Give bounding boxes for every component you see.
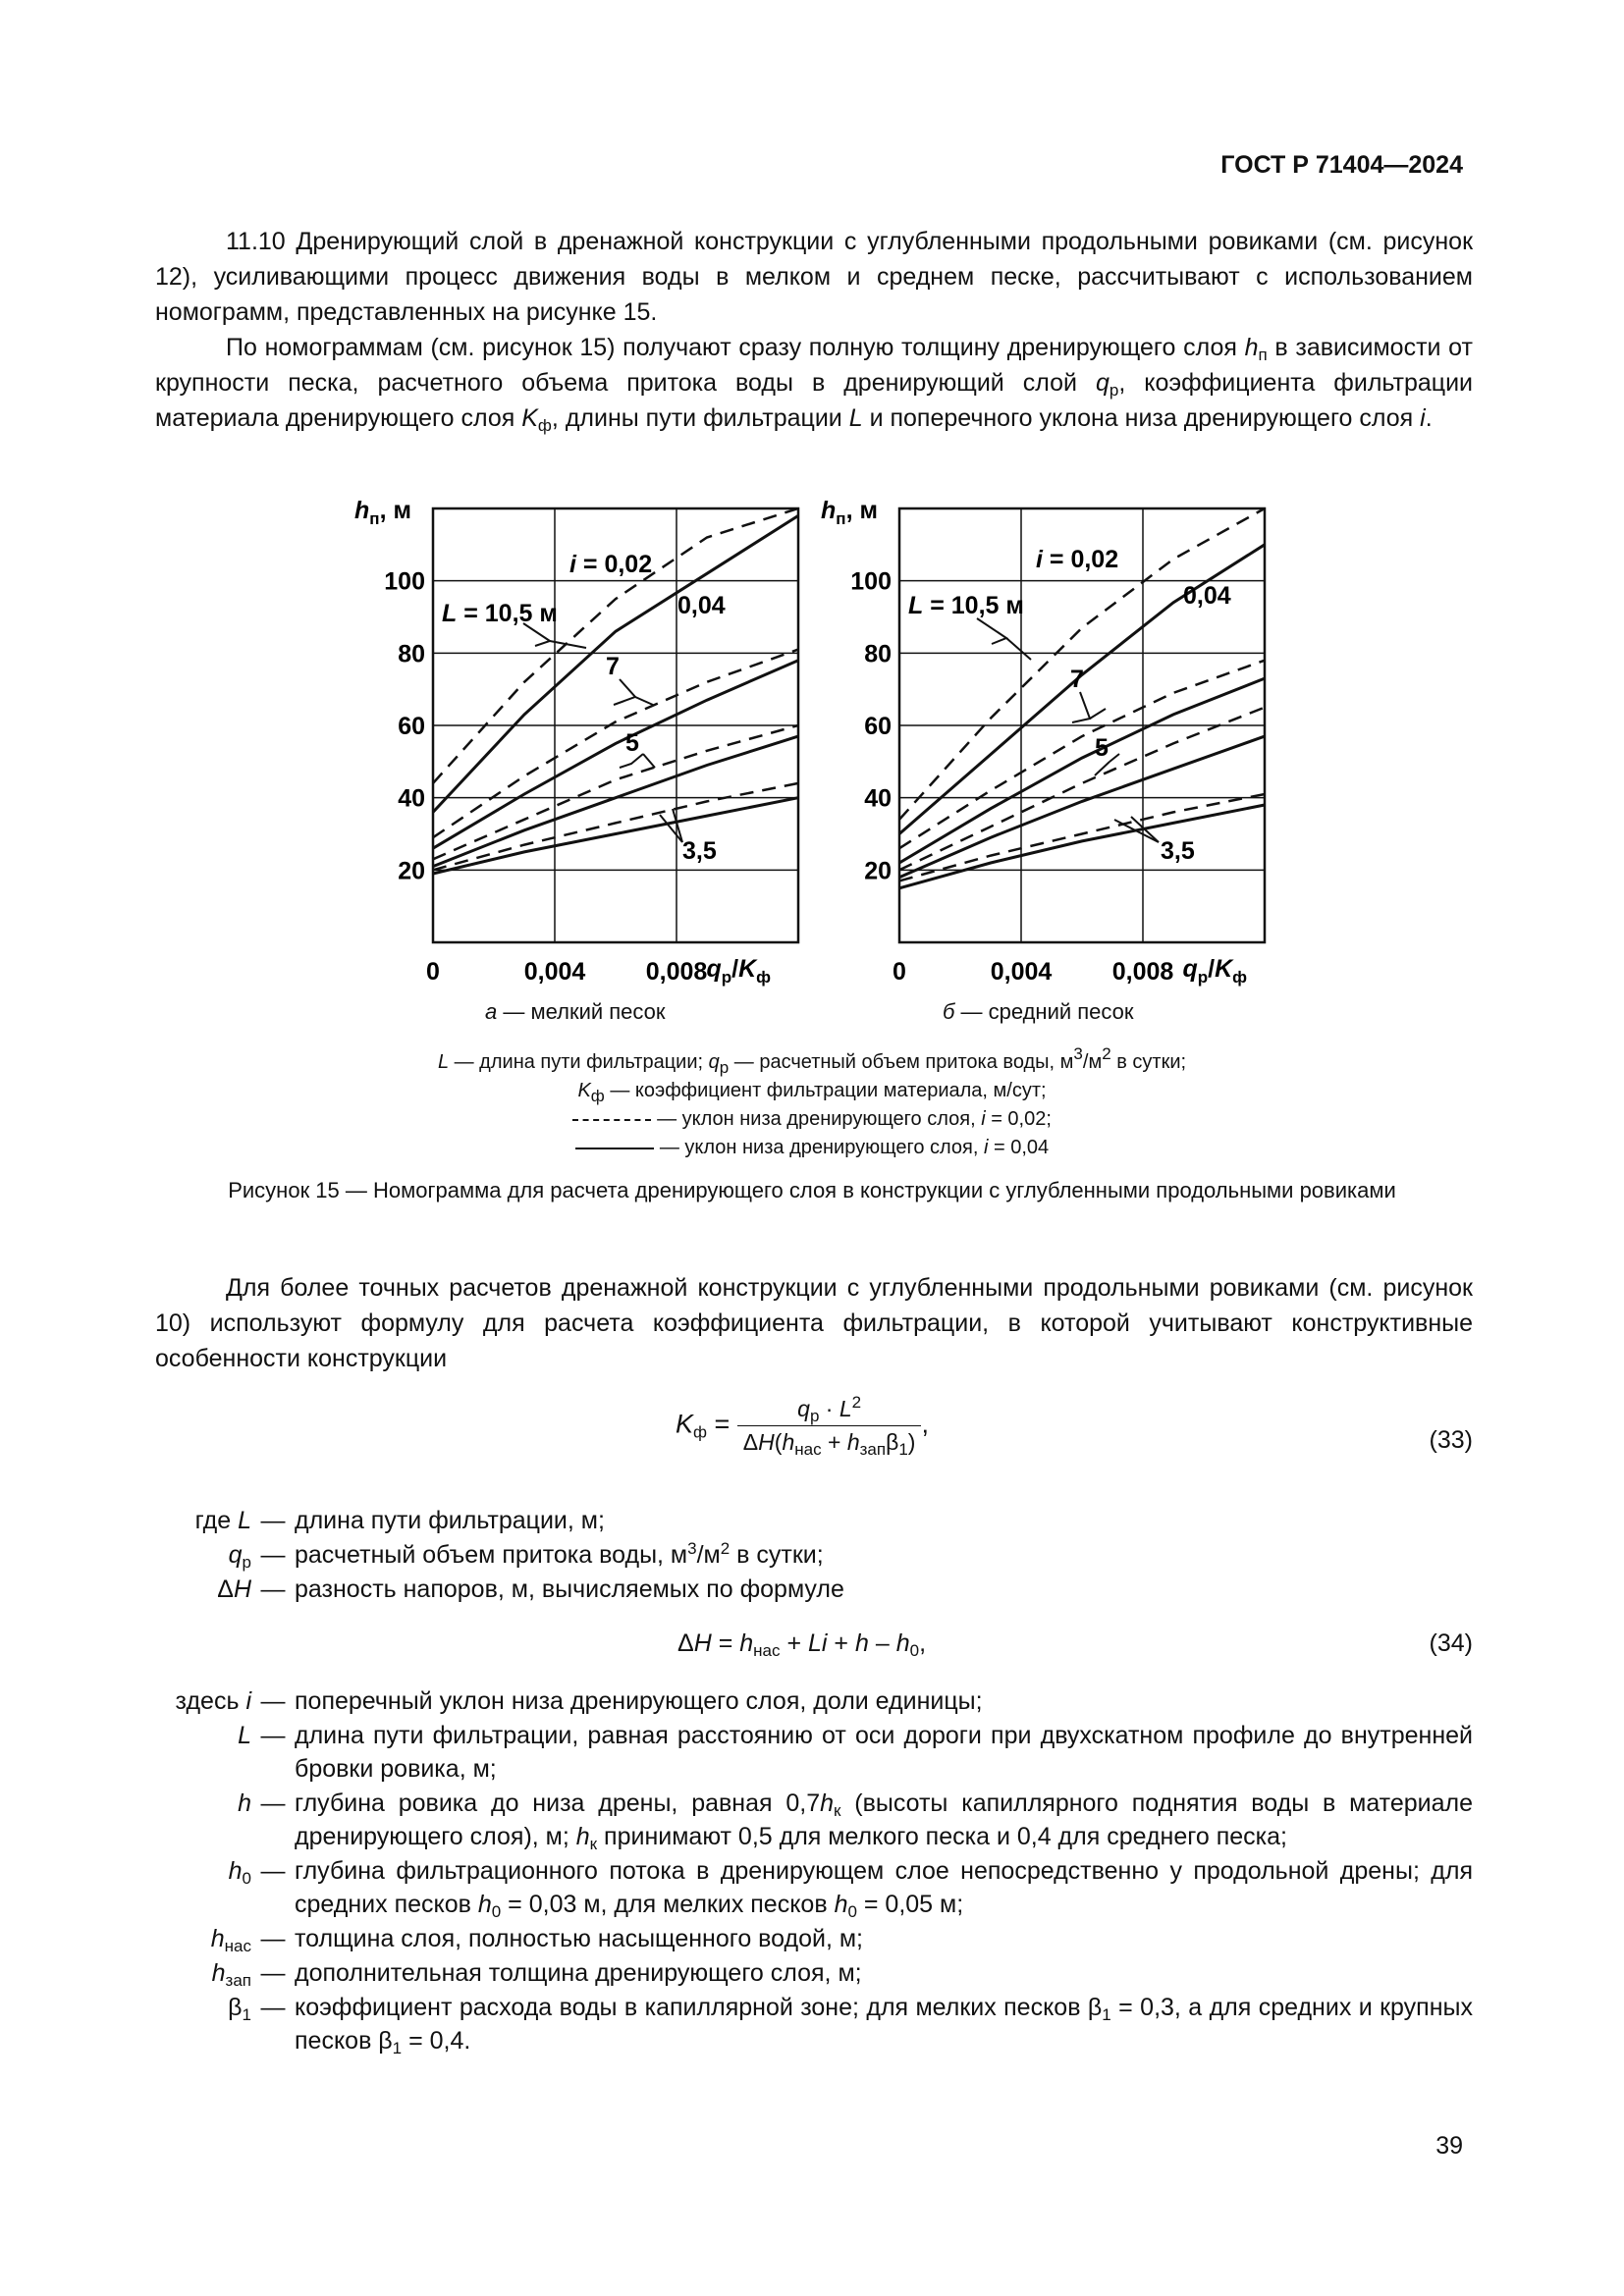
annotation-L-5: 5 — [1095, 734, 1109, 762]
dashed-line-sample — [572, 1119, 651, 1121]
y-tick-label: 20 — [398, 857, 425, 885]
definitions-block-1 — [155, 1504, 1473, 1607]
y-tick-label: 60 — [864, 713, 892, 740]
x-tick-label: 0 — [426, 958, 440, 986]
legend-line-1: L — длина пути фильтрации; $q_р$ — расчетный объем притока воды, $м^3/м^2$ в сутки; — [437, 1044, 1187, 1077]
annotation-L-3-5: 3,5 — [1161, 837, 1195, 865]
legend-line-4: — уклон низа дренирующего слоя, i = 0,04 — [0, 1134, 1624, 1162]
y-tick-label: 80 — [398, 640, 425, 668]
paragraph-nomogram: По номограммам (см. рисунок 15) получают сразу полную толщину дренирующего слоя $h_п$ в зависимости от крупности песка, расчетного объема притока воды в дренирующий слой $q_р$, коэффициента фильтрации материала дренирующего слоя $K_ф$, длины пути фильтрации L и поперечного уклона низа дренирующего слоя i. — [155, 334, 1474, 435]
y-tick-label: 60 — [398, 713, 425, 740]
def-hzap: $h_{зап}$ — дополнительная толщина дренирующего слоя, м; — [211, 1959, 862, 1990]
annotation-L-3-5: 3,5 — [682, 837, 717, 865]
annotation-i-004: 0,04 — [677, 592, 726, 619]
annotation-pointers — [977, 618, 1159, 842]
curve-L-3-5-solid — [899, 805, 1265, 888]
def-qp: $q_р$ — расчетный объем притока воды, $м^3/м^2$ в сутки; — [228, 1539, 824, 1572]
curve-L-3-5-solid — [433, 798, 798, 874]
x-tick-label: 0,004 — [990, 958, 1053, 986]
definitions-block-2 — [155, 1684, 1473, 2058]
x-tick-label: 0 — [893, 958, 906, 986]
annotation-i-004: 0,04 — [1183, 582, 1231, 610]
x-tick-label: 0,008 — [645, 958, 708, 986]
equation-number-33: (33) — [1429, 1426, 1473, 1454]
solid-line-sample — [575, 1148, 654, 1149]
y-tick-label: 40 — [398, 784, 425, 813]
annotation-L-7: 7 — [606, 653, 620, 680]
y-axis-label: $h_п$, м — [821, 497, 878, 528]
annotation-L-7: 7 — [1070, 666, 1084, 693]
curve-L-7-solid — [899, 678, 1265, 863]
nomogram-chart-a-svg — [329, 491, 820, 1001]
x-axis-label: $q_р/K_ф$ — [706, 955, 771, 987]
x-axis-label: $q_р/K_ф$ — [1182, 955, 1247, 987]
def-beta1: $\beta_1$ — коэффициент расхода воды в капиллярной зоне; для мелких песков $\beta_1 = 0,3$, а для средних и крупных песков $\beta_1 = 0,4$. — [228, 1994, 1473, 2057]
def-hnas: $h_{нас}$ — толщина слоя, полностью насыщенного водой, м; — [210, 1925, 864, 1955]
x-tick-label: 0,008 — [1111, 958, 1174, 986]
equation-number-34: (34) — [1429, 1629, 1473, 1657]
legend-line-2: $K_ф$ — коэффициент фильтрации материала, м/сут; — [577, 1080, 1047, 1105]
y-tick-label: 80 — [864, 640, 892, 668]
def-dH: ΔH — разность напоров, м, вычисляемых по формуле — [217, 1575, 844, 1603]
curve-L-5-dashed — [433, 725, 798, 859]
y-tick-label: 40 — [864, 784, 892, 813]
figure-caption: Рисунок 15 — Номограмма для расчета дренирующего слоя в конструкции с углубленными продольными ровиками — [228, 1178, 1396, 1202]
nomogram-chart-b — [795, 491, 1286, 1001]
annotation-L-5: 5 — [625, 729, 639, 757]
annotation-i-002: i = 0,02 — [569, 551, 653, 578]
subcaption-a: а — мелкий песок — [485, 999, 666, 1024]
curve-L-5-dashed — [899, 708, 1265, 871]
def-i: здесь i — поперечный уклон низа дренирующего слоя, доли единицы; — [175, 1687, 983, 1715]
annotation-i-002: i = 0,02 — [1036, 546, 1119, 573]
curve-L-5-solid — [433, 736, 798, 867]
subcaption-b: б — средний песок — [943, 999, 1134, 1024]
formula-34: $\Delta H = h_{нас} + Li + h - h_0$, — [677, 1629, 927, 1660]
paragraph-11-10: 11.10 Дренирующий слой в дренажной конструкции с углубленными продольными ровиками (см. рисунок 12), усиливающими процесс движения воды в мелком и среднем песке, рассчитывают с использованием номограмм, представленных на рисунке 15. — [155, 228, 1473, 326]
curve-L-3-5-dashed — [899, 794, 1265, 881]
figure-legend — [0, 1044, 1624, 1162]
nomogram-chart-a — [329, 491, 820, 1001]
y-tick-label: 20 — [864, 857, 892, 885]
def-h0: $h_0$ — глубина фильтрационного потока в дренирующем слое непосредственно у продольной дрены; для средних песков $h_0 = 0,03$ м, для мелких песков $h_0 = 0,05$ м; — [228, 1857, 1473, 1921]
formula-33: $K_ф$ = $\frac{q_р \cdot L^2}{\Delta H(h_{нас} + h_{зап}\beta_1)}$ , — [676, 1393, 929, 1459]
document-header: ГОСТ Р 71404—2024 — [1220, 151, 1463, 179]
y-tick-label: 100 — [384, 567, 425, 596]
x-tick-label: 0,004 — [523, 958, 586, 986]
legend-line-3: — уклон низа дренирующего слоя, i = 0,02; — [0, 1105, 1624, 1134]
def-L-distance: L — длина пути фильтрации, равная расстоянию от оси дороги при двухскатном профиле до внутренней бровки ровика, м; — [238, 1722, 1473, 1783]
y-axis-label: $h_п$, м — [354, 497, 411, 528]
def-L: где L — длина пути фильтрации, м; — [194, 1507, 605, 1534]
annotation-L-10-5: L = 10,5 м — [908, 592, 1024, 619]
annotation-L-10-5: L = 10,5 м — [442, 600, 558, 627]
def-h: h — глубина ровика до низа дрены, равная $0,7h_к$ (высоты капиллярного поднятия воды в материале дренирующего слоя), м; $h_к$ принимают 0,5 для мелкого песка и 0,4 для среднего песка; — [238, 1789, 1474, 1853]
page-number: 39 — [1435, 2132, 1463, 2160]
paragraph-formula-intro: Для более точных расчетов дренажной конструкции с углубленными продольными ровиками (см. рисунок 10) используют формулу для расчета коэффициента фильтрации, в которой учитывают конструктивные особенности конструкции — [155, 1274, 1473, 1372]
nomogram-chart-b-svg — [795, 491, 1286, 1001]
y-tick-label: 100 — [850, 567, 892, 596]
